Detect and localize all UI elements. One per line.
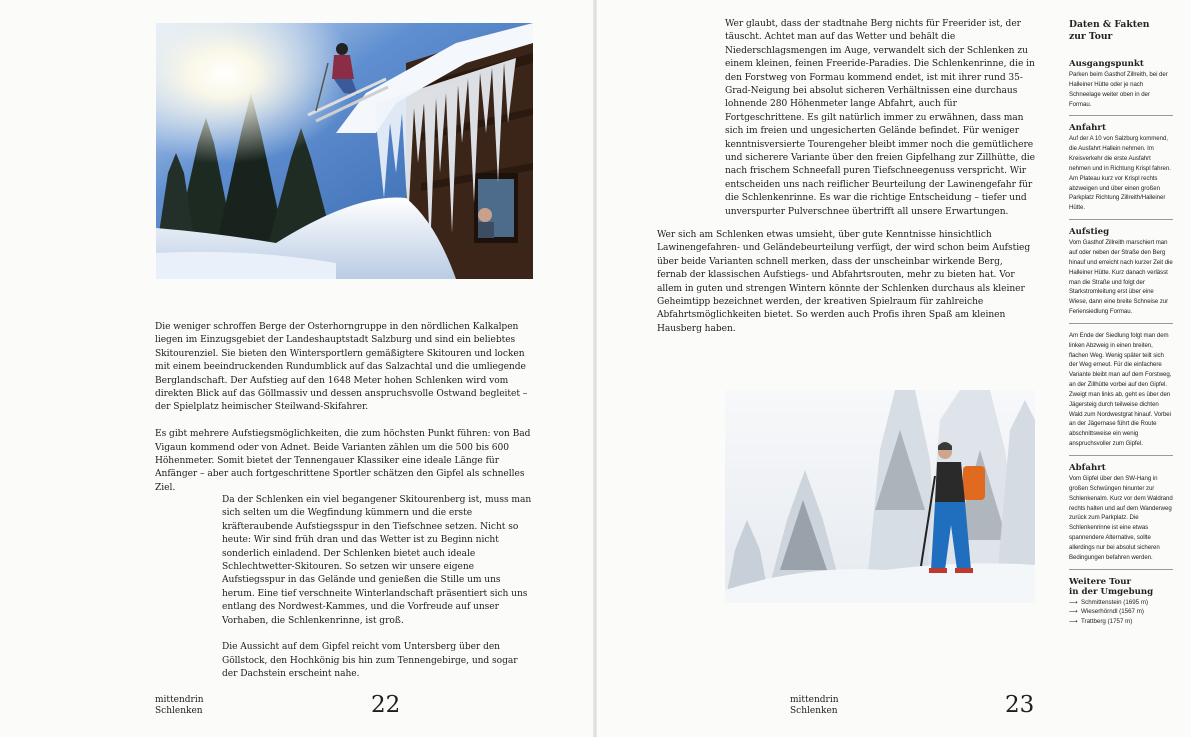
facts-text-aufstieg: Vom Gasthof Zillreith marschiert man auf oder neben der Straße den Berg hinauf und erreicht nach kurzer Zeit die Halleiner Hütte. Kurz danach verlässt man die Straße und folgt der Starkstromleitung erst über eine Wiese, dann eine breite Schneise zur Feriensiedlung Formau. — [1069, 239, 1173, 316]
left-indented-paragraph-1: Da der Schlenken ein viel begangener Skitourenberg ist, muss man sich selten um die Wegfindung kümmern und die erste kräfteraubende Aufstiegsspur in den Tiefschnee setzen. Nicht so heute: Wir sind früh dran und das Wetter ist zu Beginn nicht sonderlich einladend. Der Schlenken bietet auch ideale Schlechtwetter-Skitouren. So setzen wir unsere eigene Aufstiegsspur in das Gelände und genießen die Stille um uns herum. Eine tief verschneite Winterlandschaft präsentiert sich uns entlang des Nordwest-Kammes, und die Vorfreude auf unser Vorhaben, die Schlenkenrinne, ist groß. — [222, 495, 532, 626]
facts-divider — [1069, 115, 1173, 116]
facts-text-anfahrt: Auf der A 10 von Salzburg kommend, die Ausfahrt Hallein nehmen. Im Kreisverkehr die erste Ausfahrt nehmen und in Richtung Krispl fahren. Am Plateau kurz vor Krispl rechts abzweigen und über einen großen Parkplatz Richtung Zillreith/Halleiner Hütte. — [1069, 135, 1171, 212]
book-gutter — [593, 0, 597, 737]
left-page-number: 22 — [371, 692, 401, 718]
right-paragraph-2: Wer sich am Schlenken etwas umsieht, über gute Kenntnisse hinsichtlich Lawinengefahren- und Geländebeurteilung verfügt, der wird schon beim Aufstieg über beide Varianten schnell merken, dass der unscheinbar wirkende Berg, fernab der klassischen Aufstiegs- und Abfahrtsrouten, mehr zu bieten hat. Vor allem in guten und strengen Wintern könnte der Schlenken durchaus als kleiner Geheimtipp bezeichnet werden, der kreativen Spielraum für zahlreiche Abfahrtsmöglichkeiten bietet. So werden auch Profis ihren Spaß am kleinen Hausberg haben. — [657, 230, 1031, 334]
right-body-text-1 — [725, 18, 1035, 232]
left-body-text — [155, 321, 533, 509]
facts-text-ausgangspunkt: Parken beim Gasthof Zillreith, bei der Halleiner Hütte oder je nach Schneelage weiter oben in der Formau. — [1069, 71, 1168, 108]
right-body-text-2 — [657, 229, 1035, 350]
facts-divider — [1069, 219, 1173, 220]
facts-heading-weitere-line-2: in der Umgebung — [1069, 586, 1154, 597]
facts-divider — [1069, 455, 1173, 456]
more-tour-item — [1069, 617, 1173, 627]
facts-sidebar — [1069, 19, 1173, 627]
right-page-number: 23 — [1005, 692, 1035, 718]
left-indented-paragraph-2: Die Aussicht auf dem Gipfel reicht vom Untersberg über den Göllstock, den Hochkönig bis hin zum Tennengebirge, und sogar der Dachstein erscheint nahe. — [222, 642, 518, 680]
facts-text-aufstieg-2: Am Ende der Siedlung folgt man dem linken Abzweig in einen breiten, flachen Weg. Wenig später teilt sich der Weg erneut. Für die einfachere Variante bleibt man auf dem Forstweg, an der Zillhütte vorbei auf den Gipfel. Zweigt man links ab, geht es über den Jägersteig durch teilweise dichten Wald zum Nordwestgrat hinauf. Vorbei an der Jägernase führt die Route abschnittsweise ein wenig anspruchsvoller zum Gipfel. — [1069, 331, 1172, 448]
left-footer-label — [155, 695, 204, 717]
facts-title — [1069, 19, 1173, 42]
facts-heading-weitere-line-1: Weitere Tour — [1069, 576, 1132, 587]
facts-title-line-2: zur Tour — [1069, 30, 1113, 42]
arrow-right-icon: ⟶ — [1069, 618, 1078, 625]
left-footer-line-2: Schlenken — [155, 706, 203, 716]
facts-heading-aufstieg: Aufstieg — [1069, 227, 1110, 238]
left-paragraph-2: Es gibt mehrere Aufstiegsmöglichkeiten, die zum höchsten Punkt führen: von Bad Vigaun kommend oder von Adnet. Beide Varianten zählen um die 500 bis 600 Höhenmeter. Somit bietet der Tennengauer Klassiker eine ideale Länge für Anfänger – aber auch fortgeschrittene Sportler schätzen den Gipfel als schnelles Ziel. — [155, 429, 531, 493]
more-tour-item — [1069, 607, 1173, 617]
facts-divider — [1069, 323, 1173, 324]
right-footer-label — [790, 695, 839, 717]
left-footer-line-1: mittendrin — [155, 695, 204, 705]
left-indented-text — [222, 494, 533, 695]
facts-text-abfahrt: Vom Gipfel über den SW-Hang in großen Schwüngen hinunter zur Schlenkenalm. Kurz vor dem Waldrand rechts halten und auf dem Wanderweg zurück zum Parkplatz. Die Schlenkenrinne ist eine etwas spannendere Alternative, sollte allerdings nur bei absolut sicheren Bedingungen befahren werden. — [1069, 475, 1173, 561]
photo-ski-tourer — [725, 390, 1035, 603]
more-tour-label: Schmittenstein (1695 m) — [1081, 598, 1149, 606]
left-paragraph-1: Die weniger schroffen Berge der Osterhorngruppe in den nördlichen Kalkalpen liegen im Einzugsgebiet der Landeshauptstadt Salzburg und sind ein beliebtes Skitourenziel. Sie bieten den Wintersportlern gemäßigtere Skitouren und locken mit einem beeindruckenden Rundumblick auf das Salzachtal und die umliegende Berglandschaft. Der Aufstieg auf den 1648 Meter hohen Schlenken wird vom direkten Blick auf das Göllmassiv und dessen anspruchsvolle Ostwand begleitet – der Spielplatz heimischer Steilwand-Skifahrer. — [155, 322, 528, 413]
facts-title-line-1: Daten & Fakten — [1069, 19, 1150, 30]
facts-divider — [1069, 569, 1173, 570]
right-paragraph-1: Wer glaubt, dass der stadtnahe Berg nichts für Freerider ist, der täuscht. Achtet man auf das Wetter und behält die Niederschlagsmengen im Auge, verwandelt sich der Schlenken zu einem kleinen, feinen Freeride-Paradies. Die Schlenkenrinne, die in den Forstweg von Formau kommend endet, ist mit ihrer rund 35-Grad-Neigung bei absolut sicheren Verhältnissen eine durchaus lohnende 280 Höhenmeter lange Abfahrt, auch für Fortgeschrittene. Es gilt natürlich immer zu erwähnen, dass man sich im freien und ungesicherten Gelände befindet. Für weniger kenntnisversierte Tourengeher bleibt immer noch die gemütlichere und sicherere Variante über den freien Gipfelhang zur Zillhütte, die nach frischem Schneefall puren Tiefschneegenuss verspricht. Wir entscheiden uns nach reiflicher Beurteilung der Lawinengefahr für die Schlenkenrinne. Es war die richtige Entscheidung – tiefer und unverspurter Pulverschnee übertrifft all unsere Erwartungen. — [725, 19, 1035, 217]
right-footer-line-2: Schlenken — [790, 706, 838, 716]
right-footer-line-1: mittendrin — [790, 695, 839, 705]
arrow-right-icon: ⟶ — [1069, 598, 1078, 606]
facts-heading-weitere-tour — [1069, 577, 1173, 597]
facts-heading-anfahrt: Anfahrt — [1069, 123, 1106, 134]
facts-heading-abfahrt: Abfahrt — [1069, 463, 1106, 473]
arrow-right-icon: ⟶ — [1069, 608, 1078, 616]
facts-heading-ausgangspunkt: Ausgangspunkt — [1069, 59, 1144, 69]
more-tour-label: Trattberg (1757 m) — [1081, 618, 1133, 625]
more-tour-label: Wieserhörndl (1567 m) — [1081, 608, 1144, 616]
more-tour-item — [1069, 598, 1173, 608]
photo-skier-jump — [156, 23, 533, 279]
